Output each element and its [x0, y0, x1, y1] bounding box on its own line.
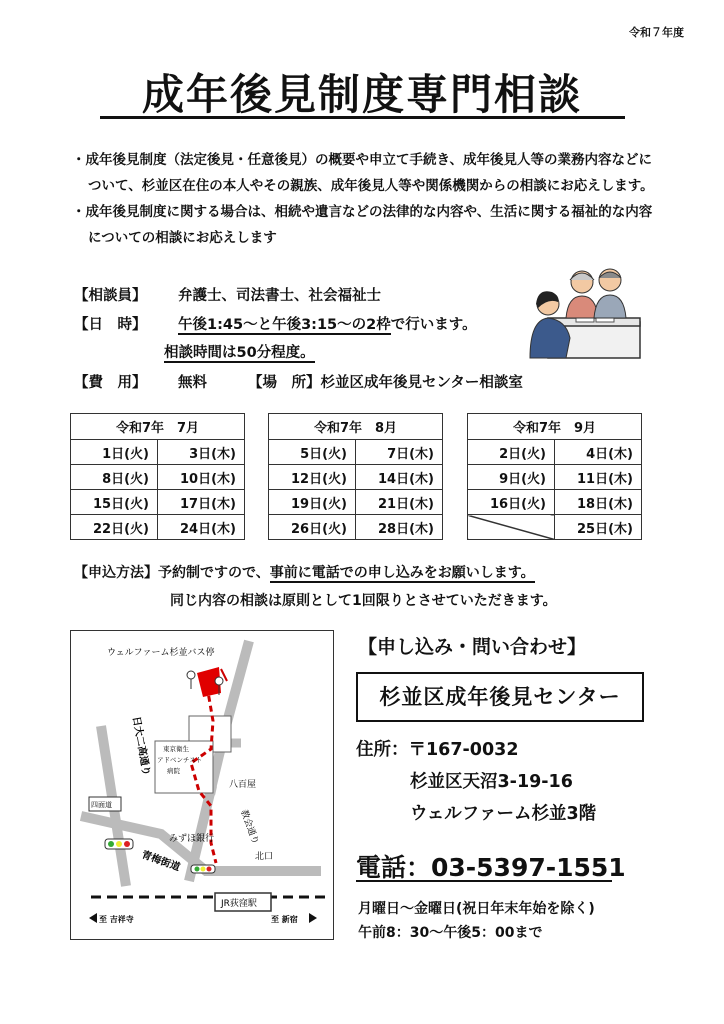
date-cell: 10日(木)	[158, 465, 245, 490]
date-cell: 1日(火)	[71, 440, 158, 465]
apply-row-1	[74, 563, 535, 583]
calendar-september	[467, 413, 642, 540]
yaoya-label: 八百屋	[229, 780, 257, 790]
to-kichijoji-label: 至 吉祥寺	[99, 915, 134, 924]
time-value: 午後1:45～と午後3:15～の2枠	[178, 317, 391, 333]
hospital-label-1: 東京衛生	[163, 745, 189, 753]
date-cell: 25日(木)	[555, 515, 642, 540]
date-cell: 21日(木)	[356, 490, 443, 515]
date-cell: 24日(木)	[158, 515, 245, 540]
date-cell: 12日(火)	[269, 465, 356, 490]
hours-days: 月曜日～金曜日(祝日年末年始を除く)	[358, 901, 595, 917]
shimenmichi-label: 四面道	[91, 801, 112, 809]
bullet-1: ・成年後見制度（法定後見・任意後見）の概要や申立て手続き、成年後見人等の業務内容などについて、杉並区在住の本人やその親族、成年後見人等や関係機関からの相談にお応えします。	[72, 152, 654, 194]
calendar-header: 令和7年 8月	[269, 414, 443, 440]
consultant-row	[74, 286, 381, 306]
hours-time: 午前8：30～午後5：00まで	[358, 925, 543, 941]
apply-text-underlined: 事前に電話での申し込みをお願いします。	[269, 565, 535, 581]
fee-label: 【費 用】	[74, 375, 147, 391]
to-shinjuku-label: 至 新宿	[271, 915, 298, 924]
contact-heading: 【申し込み・問い合わせ】	[358, 636, 587, 658]
page-title: 成年後見制度専門相談	[141, 70, 582, 119]
time-row	[74, 315, 477, 335]
hospital-label-3: 病院	[167, 767, 180, 775]
date-cell: 17日(木)	[158, 490, 245, 515]
bus-stop-label: ウェルファーム杉並バス停	[107, 648, 215, 658]
date-cell: 22日(火)	[71, 515, 158, 540]
phone-underline	[356, 880, 612, 882]
address-line-3: ウェルファーム杉並3階	[410, 804, 597, 824]
time-suffix: で行います。	[390, 317, 477, 333]
consultant-label: 【相談員】	[74, 288, 147, 304]
date-cell: 15日(火)	[71, 490, 158, 515]
date-cell: 11日(木)	[555, 465, 642, 490]
mizuho-label: みずほ銀行	[169, 834, 215, 844]
bullet-2: ・成年後見制度に関する場合は、相続や遺言などの法律的な内容や、生活に関する福祉的な内容についての相談にお応えします	[72, 204, 653, 246]
apply-row-2: 同じ内容の相談は原則として1回限りとさせていただきます。	[170, 593, 557, 609]
calendar-july	[70, 413, 245, 540]
date-cell: 2日(火)	[468, 440, 555, 465]
duration-row	[164, 343, 315, 363]
calendar-august	[268, 413, 443, 540]
date-cell: 8日(火)	[71, 465, 158, 490]
date-cell: 5日(火)	[269, 440, 356, 465]
church-road-label: 教会通り	[238, 808, 260, 846]
address-label: 住所：〒167-0032	[356, 740, 519, 760]
date-cell: 16日(火)	[468, 490, 555, 515]
address-line-2: 杉並区天沼3-19-16	[410, 772, 573, 792]
fee-value: 無料	[178, 375, 207, 391]
date-cell: 18日(木)	[555, 490, 642, 515]
consultation-illustration	[526, 268, 644, 360]
center-name: 杉並区成年後見センター	[356, 672, 644, 722]
apply-text: 予約制ですので、	[158, 565, 270, 581]
empty-date-cell	[468, 515, 555, 540]
title-underline	[100, 116, 625, 119]
place-value: 杉並区成年後見センター相談室	[320, 375, 523, 391]
time-label: 【日 時】	[74, 317, 147, 333]
apply-label: 【申込方法】	[74, 565, 158, 581]
calendar-header: 令和7年 7月	[71, 414, 245, 440]
consultant-value: 弁護士、司法書士、社会福祉士	[178, 288, 381, 304]
fiscal-year: 令和７年度	[629, 26, 684, 39]
date-cell: 9日(火)	[468, 465, 555, 490]
date-cell: 3日(木)	[158, 440, 245, 465]
place-label: 【場 所】	[248, 375, 321, 391]
north-exit-label: 北口	[255, 852, 274, 862]
date-cell: 26日(火)	[269, 515, 356, 540]
date-cell: 7日(木)	[356, 440, 443, 465]
oume-label: 青梅街道	[139, 849, 182, 874]
date-cell: 14日(木)	[356, 465, 443, 490]
place-row	[248, 373, 523, 393]
date-cell: 4日(木)	[555, 440, 642, 465]
station-label: JR荻窪駅	[221, 899, 257, 909]
date-cell: 28日(木)	[356, 515, 443, 540]
calendar-header: 令和7年 9月	[468, 414, 642, 440]
map-drawing	[71, 631, 333, 939]
description	[72, 147, 662, 251]
duration-text: 相談時間は50分程度。	[164, 345, 315, 361]
date-cell: 19日(火)	[269, 490, 356, 515]
phone-number[interactable]: 電話：03-5397-1551	[356, 853, 626, 882]
road-label: 日大二高通り	[130, 715, 152, 777]
access-map	[70, 630, 334, 940]
fee-row	[74, 373, 207, 393]
hospital-label-2: アドベンチスト	[157, 756, 203, 764]
